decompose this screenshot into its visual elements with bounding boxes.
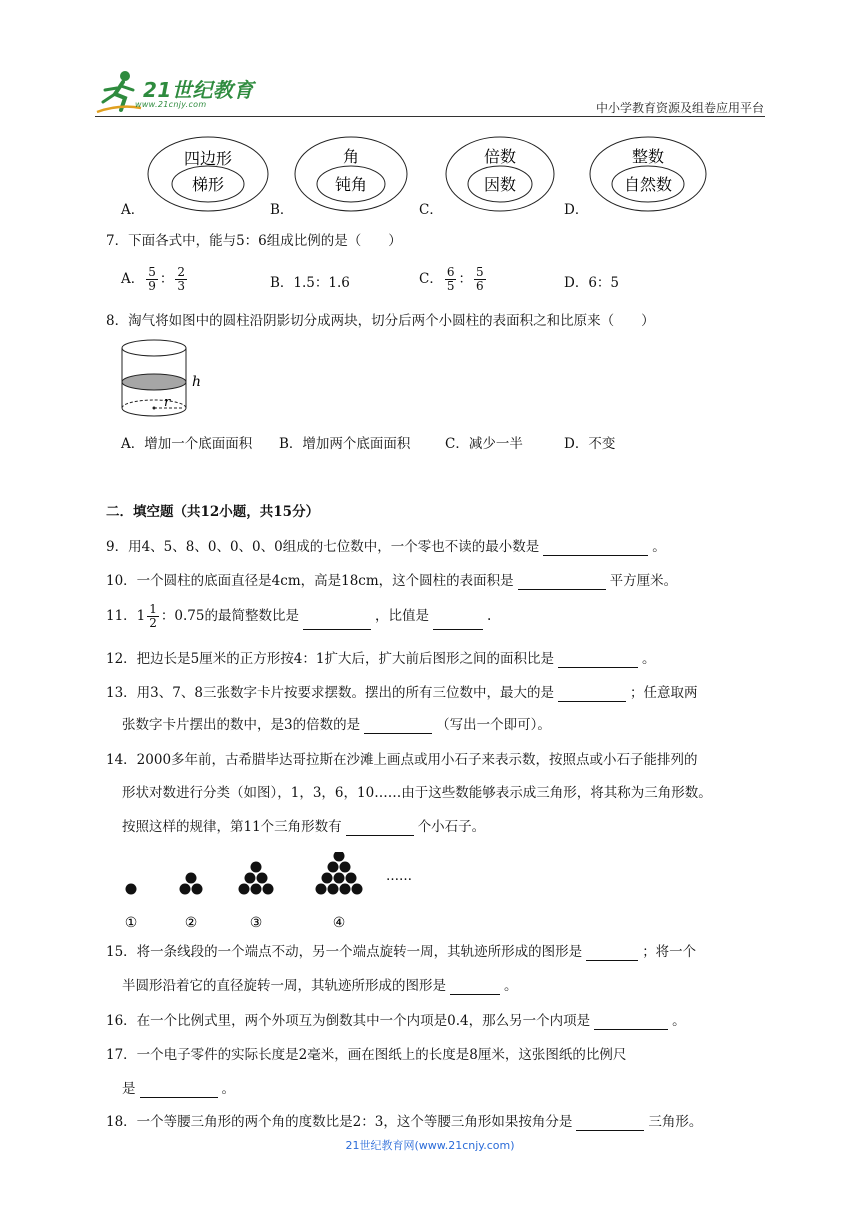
figure-label-3: ③ xyxy=(249,915,263,931)
q16: 16．在一个比例式里，两个外项互为倒数其中一个内项是0.4，那么另一个内项是 。 xyxy=(106,1013,686,1029)
cylinder-figure xyxy=(118,336,208,422)
q6-b-outer: 角 xyxy=(342,147,360,166)
q13-blank-1[interactable] xyxy=(558,687,626,702)
q12-blank[interactable] xyxy=(558,653,638,668)
q11-blank-1[interactable] xyxy=(303,615,371,630)
q8-option-b[interactable]: B．增加两个底面面积 xyxy=(279,436,411,452)
q16-blank[interactable] xyxy=(594,1015,668,1030)
q11-frac: $\frac{1}{2}$ xyxy=(149,602,157,630)
label-h: h xyxy=(192,374,202,390)
logo-url: www.21cnjy.com xyxy=(135,100,207,109)
q18: 18．一个等腰三角形的两个角的度数比是2：3，这个等腰三角形如果按角分是 三角形。 xyxy=(106,1114,703,1130)
q14-line1: 14．2000多年前，古希腊毕达哥拉斯在沙滩上画点或用小石子来表示数，按照点或小石子能排列的 xyxy=(106,752,698,768)
footer: 21世纪教育网(www.21cnjy.com) xyxy=(345,1139,515,1152)
q10: 10．一个圆柱的底面直径是4cm，高是18cm，这个圆柱的表面积是 平方厘米。 xyxy=(106,573,678,589)
q6-a-outer: 四边形 xyxy=(183,149,233,168)
q6-a-inner: 梯形 xyxy=(191,175,225,194)
dots-ellipsis: …… xyxy=(386,869,412,884)
q7-a-frac1: $\frac{5}{9}$ xyxy=(148,265,156,293)
q8-stem: 8．淘气将如图中的圆柱沿阴影切分成两块，切分后两个小圆柱的表面积之和比原来（ ） xyxy=(106,313,655,329)
figure-label-2: ② xyxy=(184,915,198,931)
q6-options xyxy=(118,134,778,218)
q7-c-letter: C． xyxy=(419,271,443,287)
q14-blank[interactable] xyxy=(346,821,414,836)
shaded-cross-section xyxy=(122,374,186,390)
q7-option-c[interactable] xyxy=(419,266,488,293)
q6-d-letter: D． xyxy=(564,202,589,218)
q13-blank-2[interactable] xyxy=(364,719,432,734)
q7-stem: 7．下面各式中，能与5：6组成比例的是（ ） xyxy=(106,233,402,249)
q6-b-letter: B． xyxy=(270,202,294,218)
q6-b-inner: 钝角 xyxy=(334,175,368,194)
figure-label-1: ① xyxy=(124,915,138,931)
q6-option-b[interactable] xyxy=(295,137,407,211)
q9: 9．用4、5、8、0、0、0、0组成的七位数中，一个零也不读的最小数是 。 xyxy=(106,539,666,555)
q14-line2: 形状对数进行分类（如图），1，3，6，10……由于这些数能够表示成三角形，将其称为三角形数。 xyxy=(122,785,712,801)
q6-d-inner: 自然数 xyxy=(623,175,673,194)
q6-d-outer: 整数 xyxy=(631,147,665,166)
q13-line2: 张数字卡片摆出的数中，是3的倍数的是 （写出一个即可）。 xyxy=(122,717,551,733)
q8-option-a[interactable]: A．增加一个底面面积 xyxy=(121,436,253,452)
q6-a-letter: A． xyxy=(121,202,145,218)
q13-line1: 13．用3、7、8三张数字卡片按要求摆数。摆出的所有三位数中，最大的是 ；任意取两 xyxy=(106,685,698,701)
q6-c-outer: 倍数 xyxy=(483,147,517,166)
q7-c-frac1: $\frac{6}{5}$ xyxy=(446,265,455,293)
label-r: r xyxy=(164,395,171,410)
logo xyxy=(95,68,265,118)
q7-option-d[interactable]: D．6：5 xyxy=(564,275,620,291)
q7-option-b[interactable]: B．1.5：1.6 xyxy=(270,275,350,291)
q6-option-d[interactable] xyxy=(590,137,706,211)
q15-line2: 半圆形沿着它的直径旋转一周，其轨迹所形成的图形是 。 xyxy=(122,978,518,994)
platform-name: 中小学教育资源及组卷应用平台 xyxy=(595,101,764,115)
q6-c-inner: 因数 xyxy=(483,175,517,194)
q8-option-c[interactable]: C．减少一半 xyxy=(445,436,523,452)
q17-line1: 17．一个电子零件的实际长度是2毫米，画在图纸上的长度是8厘米，这张图纸的比例尺 xyxy=(106,1047,627,1063)
q7-c-sep: ： xyxy=(458,271,472,287)
q7-a-frac2: $\frac{2}{3}$ xyxy=(177,265,186,293)
q7-a-letter: A． xyxy=(121,271,145,287)
q17-line2: 是 。 xyxy=(122,1081,235,1097)
q17-blank[interactable] xyxy=(140,1083,218,1098)
section-heading: 二．填空题（共12小题，共15分） xyxy=(106,504,320,520)
q7-c-frac2: $\frac{5}{6}$ xyxy=(475,265,484,293)
figure-label-4: ④ xyxy=(332,915,346,931)
header-divider xyxy=(95,116,765,117)
q15-blank-2[interactable] xyxy=(450,980,500,995)
q9-blank[interactable] xyxy=(543,541,648,556)
q11: 11．1 $\frac{1}{2}$ ：0.75的最简整数比是 ，比值是 . xyxy=(106,602,492,630)
q11-blank-2[interactable] xyxy=(433,615,483,630)
q6-c-letter: C． xyxy=(419,202,443,218)
triangle-numbers-figure xyxy=(116,852,436,934)
q12: 12．把边长是5厘米的正方形按4：1扩大后，扩大前后图形之间的面积比是 。 xyxy=(106,651,656,667)
q7-option-a[interactable] xyxy=(121,266,189,293)
q15-blank-1[interactable] xyxy=(586,946,638,961)
q15-line1: 15．将一条线段的一个端点不动，另一个端点旋转一周，其轨迹所形成的图形是 ；将一个 xyxy=(106,944,697,960)
q7-a-sep: ： xyxy=(159,271,174,287)
q14-line3: 按照这样的规律，第11个三角形数有 个小石子。 xyxy=(122,819,486,835)
q6-option-a[interactable] xyxy=(148,137,268,211)
q18-blank[interactable] xyxy=(576,1116,644,1131)
q8-option-d[interactable]: D．不变 xyxy=(564,436,616,452)
q6-option-c[interactable] xyxy=(446,137,554,211)
logo-text: 21世纪教育 xyxy=(143,78,254,102)
q10-blank[interactable] xyxy=(518,575,606,590)
